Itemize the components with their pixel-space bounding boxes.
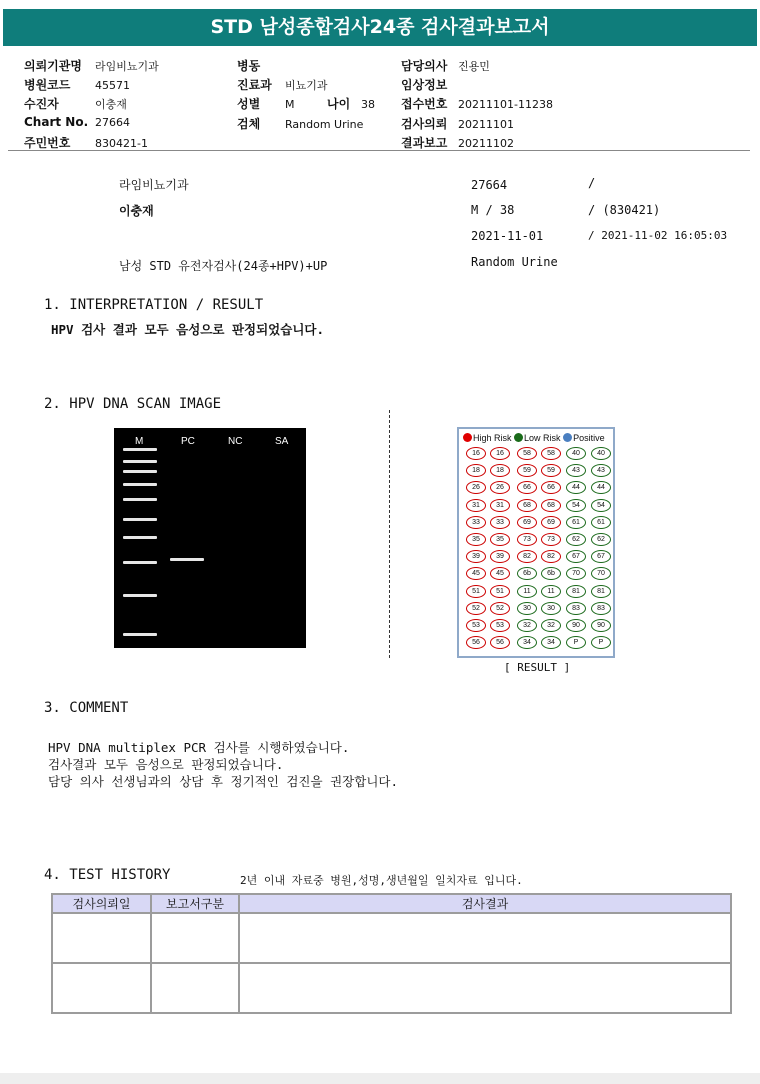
col-header-request-date: 검사의뢰일 [52, 894, 151, 913]
right-value: 20211101-11238 [458, 98, 553, 111]
hpv-type-oval: P [566, 636, 586, 649]
age-field [327, 95, 375, 112]
hpv-type-oval: 82 [541, 550, 561, 563]
col-header-result: 검사결과 [239, 894, 731, 913]
hpv-type-oval: 83 [566, 602, 586, 615]
lane-label-m: M [135, 436, 144, 447]
right-label: 결과보고 [401, 136, 448, 150]
mid-value: M [285, 98, 295, 111]
lane-label-sa: SA [275, 436, 289, 447]
lane-label-nc: NC [228, 436, 243, 447]
hpv-type-oval: 59 [541, 464, 561, 477]
ladder-band [123, 536, 157, 539]
hpv-type-oval: 73 [517, 533, 537, 546]
patient-specimen: Random Urine [471, 255, 558, 269]
right-field [401, 76, 458, 93]
hpv-type-oval: 11 [541, 585, 561, 598]
report-title: STD 남성종합검사24종 검사결과보고서 [3, 9, 757, 46]
hpv-type-oval: 40 [566, 447, 586, 460]
hpv-type-oval: 44 [591, 481, 611, 494]
hpv-type-oval: 52 [490, 602, 510, 615]
history-note: 2년 이내 자료중 병원,성명,생년월일 일치자료 입니다. [240, 874, 523, 887]
left-field [24, 115, 130, 129]
section-comment-title: 3. COMMENT [44, 700, 129, 716]
hpv-type-oval: 32 [541, 619, 561, 632]
hpv-type-oval: 58 [541, 447, 561, 460]
mid-label: 병동 [237, 59, 261, 73]
hpv-type-oval: 31 [490, 499, 510, 512]
mid-field [237, 115, 363, 132]
legend-high: High Risk [473, 433, 512, 443]
patient-sex-age: M / 38 [471, 203, 515, 217]
left-field [24, 76, 130, 93]
hpv-type-oval: 67 [566, 550, 586, 563]
table-cell [239, 963, 731, 1013]
hpv-type-oval: 62 [566, 533, 586, 546]
section-history-title: 4. TEST HISTORY [44, 867, 171, 883]
right-label: 임상정보 [401, 78, 448, 92]
hpv-type-oval: 56 [490, 636, 510, 649]
hpv-type-oval: 39 [466, 550, 486, 563]
hpv-type-oval: 26 [490, 481, 510, 494]
left-value: 이충재 [95, 98, 127, 111]
mid-label: 성별 [237, 97, 261, 111]
hpv-type-oval: 16 [490, 447, 510, 460]
hpv-type-oval: 40 [591, 447, 611, 460]
hpv-type-oval: 58 [517, 447, 537, 460]
hpv-type-oval: 59 [517, 464, 537, 477]
ladder-band [123, 460, 157, 463]
hpv-type-oval: 53 [466, 619, 486, 632]
left-field [24, 57, 159, 74]
hpv-type-oval: 56 [466, 636, 486, 649]
ladder-band [123, 448, 157, 451]
table-cell [239, 913, 731, 963]
hpv-type-oval: 18 [490, 464, 510, 477]
right-field [401, 115, 514, 132]
patient-name: 이충재 [119, 204, 154, 218]
left-value: 라임비뇨기과 [95, 60, 159, 73]
age-value: 38 [361, 98, 375, 111]
mid-label: 검체 [237, 117, 261, 131]
left-field [24, 134, 148, 151]
table-cell [52, 963, 151, 1013]
right-field [401, 95, 553, 112]
patient-slash: / [588, 176, 596, 190]
hpv-type-oval: 90 [591, 619, 611, 632]
hpv-type-oval: 51 [466, 585, 486, 598]
hpv-type-oval: 39 [490, 550, 510, 563]
left-label: 의뢰기관명 [24, 59, 82, 73]
legend-pos: Positive [573, 433, 605, 443]
right-label: 담당의사 [401, 59, 448, 73]
hpv-type-oval: 18 [466, 464, 486, 477]
left-value: 830421-1 [95, 137, 148, 150]
hpv-type-oval: P [591, 636, 611, 649]
hpv-type-oval: 61 [566, 516, 586, 529]
result-caption: [ RESULT ] [504, 661, 571, 674]
hpv-type-oval: 82 [517, 550, 537, 563]
hpv-type-oval: 31 [466, 499, 486, 512]
ladder-band [123, 594, 157, 597]
hpv-type-oval: 44 [566, 481, 586, 494]
lane-label-pc: PC [181, 436, 195, 447]
hpv-type-oval: 54 [566, 499, 586, 512]
patient-clinic: 라임비뇨기과 [119, 178, 189, 192]
hpv-type-oval: 43 [566, 464, 586, 477]
hpv-type-oval: 33 [490, 516, 510, 529]
right-label: 접수번호 [401, 97, 448, 111]
hpv-type-oval: 70 [591, 567, 611, 580]
section-scan-title: 2. HPV DNA SCAN IMAGE [44, 396, 222, 412]
gel-image [114, 428, 306, 648]
hpv-type-oval: 83 [591, 602, 611, 615]
comment-line-3: 담당 의사 선생님과의 상담 후 정기적인 검진을 권장합니다. [48, 774, 399, 789]
chip-legend [463, 433, 605, 443]
divider-dashed [389, 410, 390, 658]
comment-line-2: 검사결과 모두 음성으로 판정되었습니다. [48, 757, 284, 772]
hpv-type-oval: 34 [541, 636, 561, 649]
hpv-type-oval: 52 [466, 602, 486, 615]
hpv-type-oval: 11 [517, 585, 537, 598]
legend-low: Low Risk [524, 433, 561, 443]
mid-label: 진료과 [237, 78, 272, 92]
table-row [52, 913, 731, 963]
hpv-type-oval: 51 [490, 585, 510, 598]
right-field [401, 57, 490, 74]
hpv-type-oval: 30 [541, 602, 561, 615]
ladder-band [123, 561, 157, 564]
positive-dot-icon [563, 433, 572, 442]
right-value: 20211102 [458, 137, 514, 150]
age-label: 나이 [327, 97, 351, 111]
patient-rep-date: / 2021-11-02 16:05:03 [588, 229, 728, 242]
hpv-type-oval: 67 [591, 550, 611, 563]
mid-value: Random Urine [285, 118, 364, 131]
ladder-band [123, 470, 157, 473]
table-row [52, 963, 731, 1013]
hpv-type-oval: 68 [517, 499, 537, 512]
hpv-chip-image [457, 427, 615, 658]
hpv-type-oval: 30 [517, 602, 537, 615]
hpv-type-oval: 26 [466, 481, 486, 494]
left-field [24, 95, 127, 112]
table-cell [151, 913, 239, 963]
hpv-type-oval: 43 [591, 464, 611, 477]
mid-field [237, 76, 328, 93]
hpv-type-oval: 69 [541, 516, 561, 529]
ladder-band [123, 633, 157, 636]
header-divider [8, 150, 750, 151]
hpv-type-oval: 81 [566, 585, 586, 598]
mid-field [237, 95, 295, 112]
hpv-type-oval: 70 [566, 567, 586, 580]
right-value: 20211101 [458, 118, 514, 131]
hpv-type-oval: 69 [517, 516, 537, 529]
hpv-type-oval: 66 [517, 481, 537, 494]
col-header-report-type: 보고서구분 [151, 894, 239, 913]
comment-line-1: HPV DNA multiplex PCR 검사를 시행하였습니다. [48, 740, 350, 755]
hpv-type-oval: 68 [541, 499, 561, 512]
mid-value: 비뇨기과 [285, 79, 328, 92]
hpv-type-oval: 53 [490, 619, 510, 632]
page-footer-strip [0, 1073, 760, 1084]
patient-test: 남성 STD 유전자검사(24종+HPV)+UP [119, 259, 328, 273]
hpv-type-oval: 81 [591, 585, 611, 598]
left-label: Chart No. [24, 115, 89, 129]
left-value: 45571 [95, 79, 130, 92]
hpv-type-oval: 34 [517, 636, 537, 649]
left-label: 병원코드 [24, 78, 71, 92]
hpv-type-oval: 66 [541, 481, 561, 494]
history-table [51, 893, 732, 1014]
section-interpretation-title: 1. INTERPRETATION / RESULT [44, 297, 264, 313]
hpv-type-oval: 6b [541, 567, 561, 580]
hpv-type-oval: 35 [490, 533, 510, 546]
patient-req-date: 2021-11-01 [471, 229, 544, 243]
ladder-band [123, 483, 157, 486]
table-cell [52, 913, 151, 963]
left-label: 수진자 [24, 97, 59, 111]
patient-id: / (830421) [588, 203, 661, 217]
hpv-type-oval: 32 [517, 619, 537, 632]
hpv-type-oval: 6b [517, 567, 537, 580]
hpv-type-oval: 35 [466, 533, 486, 546]
mid-field [237, 57, 285, 74]
hpv-type-oval: 61 [591, 516, 611, 529]
table-cell [151, 963, 239, 1013]
right-label: 검사의뢰 [401, 117, 448, 131]
interpretation-text: HPV 검사 결과 모두 음성으로 판정되었습니다. [51, 322, 325, 337]
hpv-type-oval: 73 [541, 533, 561, 546]
hpv-type-oval: 45 [490, 567, 510, 580]
ladder-band [123, 518, 157, 521]
hpv-type-oval: 16 [466, 447, 486, 460]
ladder-band [123, 498, 157, 501]
right-value: 진용민 [458, 60, 490, 73]
high-risk-dot-icon [463, 433, 472, 442]
patient-chart: 27664 [471, 178, 508, 192]
pc-band [170, 558, 204, 561]
hpv-type-oval: 54 [591, 499, 611, 512]
hpv-type-oval: 90 [566, 619, 586, 632]
hpv-type-oval: 45 [466, 567, 486, 580]
hpv-type-oval: 62 [591, 533, 611, 546]
hpv-type-oval: 33 [466, 516, 486, 529]
low-risk-dot-icon [514, 433, 523, 442]
left-value: 27664 [95, 116, 130, 129]
right-field [401, 134, 514, 151]
left-label: 주민번호 [24, 136, 71, 150]
